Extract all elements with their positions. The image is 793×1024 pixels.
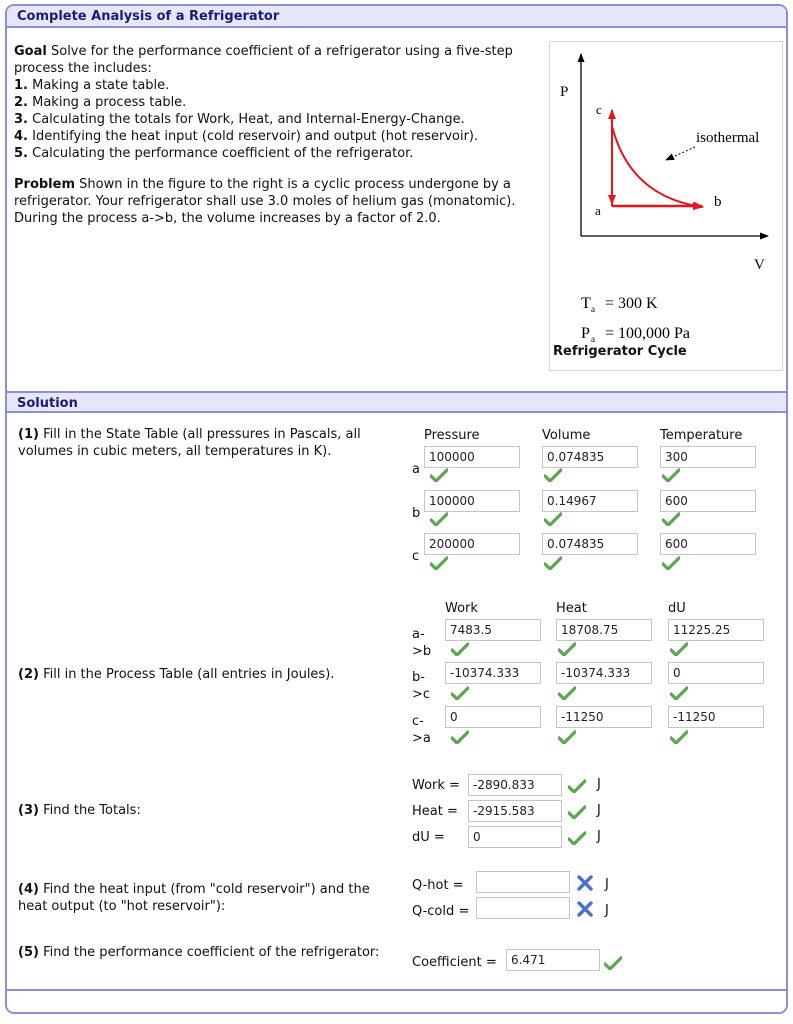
process-ab-work-input[interactable]: 7483.5	[445, 619, 541, 641]
pa-value: = 100,000 Pa	[605, 325, 691, 342]
state-b-pressure-input[interactable]: 100000	[424, 490, 520, 512]
ta-value: = 300 K	[605, 295, 658, 312]
coefficient-input[interactable]: 6.471	[506, 949, 600, 971]
q-cold-incorrect-icon	[577, 901, 593, 917]
total-du-label: dU =	[412, 830, 445, 845]
pv-diagram-figure	[549, 41, 783, 371]
q-hot-label: Q-hot =	[412, 878, 464, 893]
process-ca-heat-checkmark-icon	[558, 730, 576, 744]
axis-v-label: V	[754, 257, 765, 273]
q-cold-label: Q-cold =	[412, 904, 470, 919]
q-hot-unit: J	[605, 877, 609, 892]
total-heat-unit: J	[597, 803, 601, 818]
q-cold-input[interactable]	[476, 897, 570, 919]
process-row-label: c- >a	[412, 714, 431, 746]
process-bc-du-input[interactable]: 0	[668, 662, 764, 684]
step4-instruction: (4) Find the heat input (from "cold reservoir") and the heat output (to "hot reservoir"):	[18, 882, 370, 914]
state-a-pressure-input[interactable]: 100000	[424, 446, 520, 468]
process-bc-work-input[interactable]: -10374.333	[445, 662, 541, 684]
total-heat-label: Heat =	[412, 804, 458, 819]
total-work-checkmark-icon	[568, 779, 586, 793]
process-ab-work-checkmark-icon	[451, 642, 469, 656]
total-du-input[interactable]: 0	[468, 826, 562, 848]
goal-step-3: 3. Calculating the totals for Work, Heat, and Internal-Energy-Change.	[14, 112, 465, 127]
step3-instruction: (3) Find the Totals:	[18, 803, 141, 818]
goal-label: Goal	[14, 44, 47, 59]
q-cold-unit: J	[605, 903, 609, 918]
total-du-unit: J	[597, 829, 601, 844]
state-row-label: c	[412, 549, 420, 564]
ta-subscript: a	[591, 304, 595, 314]
process-ca-du-input[interactable]: -11250	[668, 706, 764, 728]
figure-caption: Refrigerator Cycle	[553, 344, 687, 359]
ta-symbol: T	[581, 295, 591, 312]
goal-step-4: 4. Identifying the heat input (cold reservoir) and output (hot reservoir).	[14, 129, 479, 144]
solution-header: Solution	[7, 391, 786, 413]
axis-p-label: P	[560, 84, 569, 100]
goal-step-1: 1. Making a state table.	[14, 78, 170, 93]
state-a-temperature-checkmark-icon	[662, 468, 680, 482]
process-ab-du-checkmark-icon	[670, 642, 688, 656]
state-a-volume-input[interactable]: 0.074835	[542, 446, 638, 468]
process-ca-heat-input[interactable]: -11250	[556, 706, 652, 728]
problem-section	[14, 176, 539, 227]
panel-title: Complete Analysis of a Refrigerator	[7, 6, 786, 28]
state-row-label: b	[412, 506, 421, 521]
step5-instruction: (5) Find the performance coefficient of the refrigerator:	[18, 945, 380, 960]
col-work: Work	[445, 601, 478, 616]
state-b-temperature-input[interactable]: 600	[660, 490, 756, 512]
col-temperature: Temperature	[660, 428, 743, 443]
goal-step-5: 5. Calculating the performance coefficient of the refrigerator.	[14, 146, 414, 161]
process-ab-heat-input[interactable]: 18708.75	[556, 619, 652, 641]
isothermal-pointer	[666, 147, 695, 160]
process-ca-du-checkmark-icon	[670, 730, 688, 744]
state-c-volume-checkmark-icon	[544, 556, 562, 570]
analysis-panel	[5, 4, 788, 1014]
col-pressure: Pressure	[424, 428, 480, 443]
state-b-volume-input[interactable]: 0.14967	[542, 490, 638, 512]
state-b-temperature-checkmark-icon	[662, 512, 680, 526]
total-heat-input[interactable]: -2915.583	[468, 800, 562, 822]
process-row-label: b- >c	[412, 670, 431, 702]
col-volume: Volume	[542, 428, 591, 443]
state-c-temperature-input[interactable]: 600	[660, 533, 756, 555]
state-row-label: a	[412, 462, 420, 477]
total-work-label: Work =	[412, 778, 460, 793]
isothermal-label: isothermal	[696, 130, 760, 146]
goal-section	[14, 43, 539, 162]
step1-instruction: (1) Fill in the State Table (all pressures in Pascals, all volumes in cubic meters, all temperatures in K).	[18, 427, 361, 459]
col-heat: Heat	[556, 601, 587, 616]
process-ab-du-input[interactable]: 11225.25	[668, 619, 764, 641]
process-bc-heat-input[interactable]: -10374.333	[556, 662, 652, 684]
panel-footer	[7, 989, 786, 1014]
process-bc-work-checkmark-icon	[451, 686, 469, 700]
step2-instruction: (2) Fill in the Process Table (all entries in Joules).	[18, 667, 335, 682]
total-work-unit: J	[597, 777, 601, 792]
state-c-temperature-checkmark-icon	[662, 556, 680, 570]
state-a-temperature-input[interactable]: 300	[660, 446, 756, 468]
isotherm-curve	[612, 126, 703, 207]
process-bc-heat-checkmark-icon	[558, 686, 576, 700]
coefficient-checkmark-icon	[604, 956, 622, 970]
point-c-label: c	[596, 102, 602, 117]
pv-diagram	[550, 42, 782, 342]
problem-label: Problem	[14, 177, 75, 192]
process-ab-heat-checkmark-icon	[558, 642, 576, 656]
process-ca-work-input[interactable]: 0	[445, 706, 541, 728]
goal-step-2: 2. Making a process table.	[14, 95, 187, 110]
state-b-volume-checkmark-icon	[544, 512, 562, 526]
col-du: dU	[668, 601, 686, 616]
process-row-label: a- >b	[412, 627, 432, 659]
total-du-checkmark-icon	[568, 831, 586, 845]
state-c-pressure-input[interactable]: 200000	[424, 533, 520, 555]
state-c-volume-input[interactable]: 0.074835	[542, 533, 638, 555]
coefficient-label: Coefficient =	[412, 955, 497, 970]
pa-symbol: P	[581, 325, 590, 342]
total-heat-checkmark-icon	[568, 805, 586, 819]
state-a-volume-checkmark-icon	[544, 468, 562, 482]
total-work-input[interactable]: -2890.833	[468, 774, 562, 796]
q-hot-incorrect-icon	[577, 875, 593, 891]
point-b-label: b	[714, 194, 722, 210]
state-b-pressure-checkmark-icon	[430, 512, 448, 526]
pa-subscript: a	[591, 334, 595, 342]
state-c-pressure-checkmark-icon	[430, 556, 448, 570]
goal-text: Solve for the performance coefficient of a refrigerator using a five-step process the includes:	[14, 44, 513, 76]
problem-text: Shown in the figure to the right is a cyclic process undergone by a refrigerator. Your refrigerator shall use 3.0 moles of helium gas (monatomic). During the process a->b, the volume increases by a factor of 2.0.	[14, 177, 516, 226]
state-a-pressure-checkmark-icon	[430, 468, 448, 482]
process-ca-work-checkmark-icon	[451, 730, 469, 744]
process-bc-du-checkmark-icon	[670, 686, 688, 700]
point-a-label: a	[595, 203, 601, 218]
q-hot-input[interactable]	[476, 871, 570, 893]
